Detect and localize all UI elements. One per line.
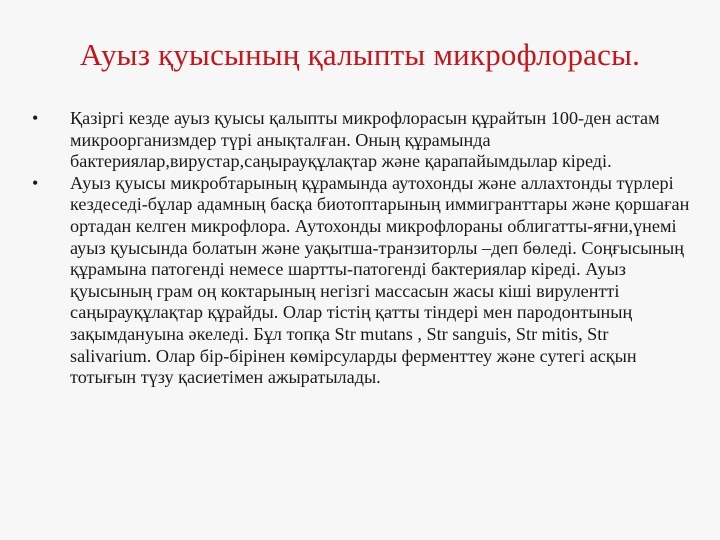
slide-content bbox=[32, 108, 692, 389]
bullet-dot-icon: • bbox=[32, 172, 39, 193]
bullet-dot-icon: • bbox=[32, 108, 39, 128]
bullet-text: Ауыз қуысы микробтарының құрамында аутохонды және аллахтонды түрлері кездеседі-бұлар адамның басқа биотоптарының иммигранттары және қоршаған ортадан келген микрофлора. Аутохонды микрофлораны облигатты-яғни,үнемі ауыз қуысында болатын және уақытша-транзиторлы –деп бөледі. Соңғысының құрамына патогенді немесе шартты-патогенді бактериялар кіреді. Ауыз қуысының грам оң коктарының негізгі массасын жасы кіші вирулентті саңырауқұлақтар құрайды. Олар тістің қатты тіндері мен пародонтының зақымдануына әкеледі. Бұл топқа Str mutans , Str sanguis, Str mitis, Str salivarium. Олар бір-бірінен көмірсуларды ферменттеу және сутегі асқын тотығын түзу қасиетімен ажыратылады. bbox=[70, 172, 690, 388]
bullet-list bbox=[32, 108, 692, 389]
bullet-item bbox=[32, 173, 692, 389]
bullet-text: Қазіргі кезде ауыз қуысы қалыпты микрофлорасын құрайтын 100-ден астам микроорганизмдер түрі анықталған. Оның құрамында бактериялар,вирустар,саңырауқұлақтар және қарапайымдылар кіреді. bbox=[70, 108, 660, 172]
bullet-item bbox=[32, 108, 692, 173]
slide-title: Ауыз қуысының қалыпты микрофлорасы. bbox=[79, 37, 641, 72]
